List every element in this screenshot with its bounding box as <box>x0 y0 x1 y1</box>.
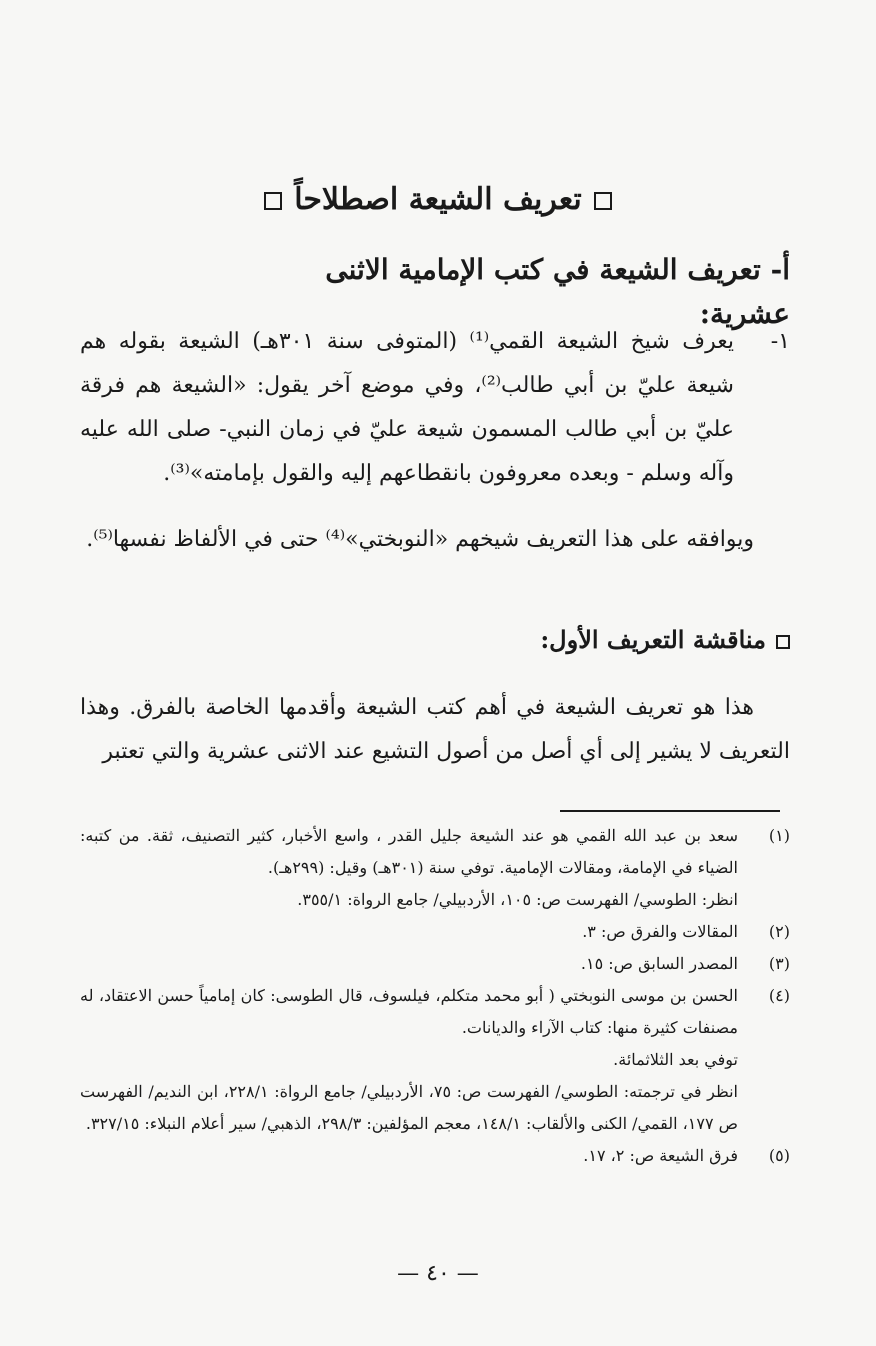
heading-text: تعريف الشيعة اصطلاحاً <box>294 182 582 217</box>
footnote <box>80 1140 790 1172</box>
paragraph-discussion: هذا هو تعريف الشيعة في أهم كتب الشيعة وأقدمها الخاصة بالفرق. وهذا التعريف لا يشير إلى أي أصل من أصول التشيع عند الاثنى عشرية والتي تعتبر <box>80 695 790 764</box>
item-number: ١- <box>770 329 790 354</box>
footnote <box>80 820 790 916</box>
page-number: — ٤٠ — <box>397 1261 479 1286</box>
footnote-line: المقالات والفرق ص: ٣. <box>582 922 738 941</box>
footnote-number: (٣) <box>768 954 790 973</box>
footnote-number: (١) <box>768 826 790 845</box>
footnote <box>80 980 790 1140</box>
discussion-heading <box>300 618 790 662</box>
footnote-number: (٤) <box>768 986 790 1005</box>
footnote-line: توفي بعد الثلاثمائة. <box>613 1050 738 1069</box>
footnote-line: سعد بن عبد الله القمي هو عند الشيعة جليل القدر ، واسع الأخبار، كثير التصنيف، ثقة. من كتبه: الضياء في الإمامة، ومقالات الإمامية. توفي سنة (٣٠١هـ) وقيل: (٢٩٩هـ). <box>80 826 738 877</box>
square-bullet-icon <box>264 192 282 210</box>
footnote-line: فرق الشيعة ص: ٢، ١٧. <box>583 1146 738 1165</box>
discussion-heading-text: مناقشة التعريف الأول: <box>540 625 766 654</box>
footnote <box>80 948 790 980</box>
footnote-line: الحسن بن موسى النوبختي ( أبو محمد متكلم، فيلسوف، قال الطوسى: كان إمامياً حسن الاعتقاد، له مصنفات كثيرة منها: كتاب الآراء والديانات. <box>80 986 738 1037</box>
footnote-number: (٢) <box>768 922 790 941</box>
footnotes <box>80 820 790 1172</box>
numbered-item-1 <box>80 320 790 496</box>
square-bullet-icon <box>776 635 790 649</box>
footnote-number: (٥) <box>768 1146 790 1165</box>
footnote-line: انظر في ترجمته: الطوسي/ الفهرست ص: ٧٥، الأردبيلي/ جامع الرواة: ٢٢٨/١، ابن النديم/ الفهرست ص ١٧٧، القمي/ الكنى والألقاب: ١٤٨/١، معجم المؤلفين: ٢٩٨/٣، الذهبي/ سير أعلام النبلاء: ٣٢٧/١٥. <box>80 1082 739 1133</box>
footnote <box>80 916 790 948</box>
footnote-separator <box>560 810 780 812</box>
item-text: يعرف شيخ الشيعة القمي⁽¹⁾ (المتوفى سنة ٣٠١هـ) الشيعة بقوله هم شيعة عليّ بن أبي طالب⁽²⁾، وفي موضع آخر يقول: «الشيعة هم فرقة عليّ بن أبي طالب المسمون شيعة عليّ في زمان النبي- صلى الله عليه وآله وسلم - وبعده معروفون بانقطاعهم إليه والقول بإمامته»⁽³⁾. <box>80 329 734 486</box>
section-subheading: أ- تعريف الشيعة في كتب الإمامية الاثنى عشرية: <box>325 253 790 330</box>
paragraph-agreement: ويوافقه على هذا التعريف شيخهم «النوبختي»⁽⁴⁾ حتى في الألفاظ نفسها⁽⁵⁾. <box>86 527 754 552</box>
footnote-line: المصدر السابق ص: ١٥. <box>580 954 738 973</box>
footnote-line: انظر: الطوسي/ الفهرست ص: ١٠٥، الأردبيلي/ جامع الرواة: ٣٥٥/١. <box>297 890 738 909</box>
page-heading <box>0 178 876 222</box>
square-bullet-icon <box>594 192 612 210</box>
